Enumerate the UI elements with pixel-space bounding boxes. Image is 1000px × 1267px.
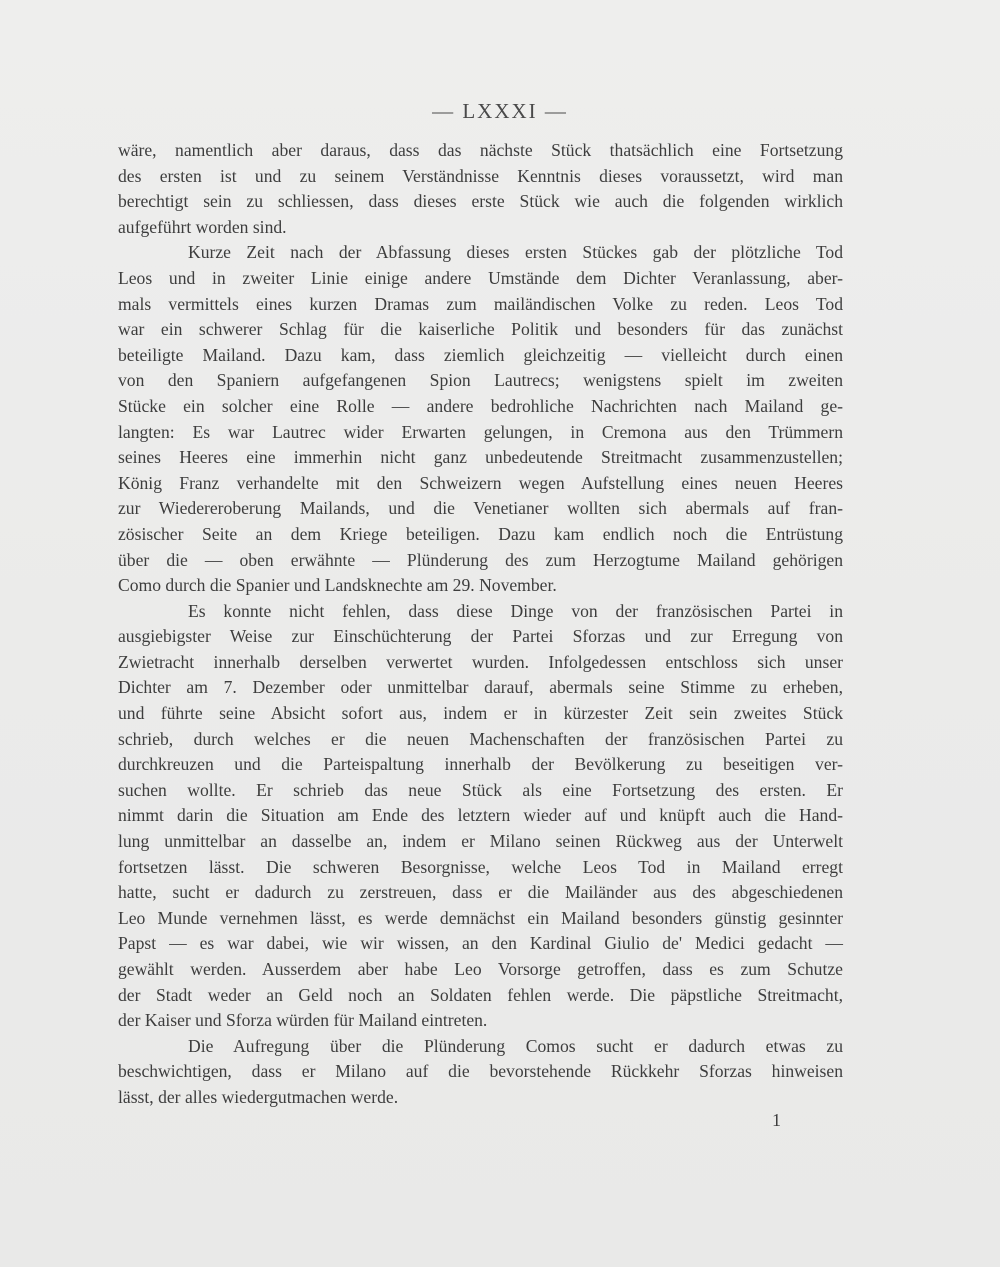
text-line: Stücke ein solcher eine Rolle — andere bedrohliche Nachrichten nach Mailand ge- [118,395,843,416]
text-line: beteiligte Mailand. Dazu kam, dass ziemlich gleichzeitig — vielleicht durch einen [118,344,843,365]
text-line: war ein schwerer Schlag für die kaiserliche Politik und besonders für das zunächst [118,319,843,340]
text-line: ausgiebigster Weise zur Einschüchterung der Partei Sforzas und zur Erregung von [118,626,843,647]
signature-mark: 1 [772,1110,781,1130]
text-line: Como durch die Spanier und Landsknechte am 29. November. [118,575,557,596]
text-line: durchkreuzen und die Parteispaltung innerhalb der Bevölkerung zu beseitigen ver- [118,754,843,775]
text-line: Zwietracht innerhalb derselben verwertet wurden. Infolgedessen entschloss sich unser [118,651,843,672]
text-line: seines Heeres eine immerhin nicht ganz unbedeutende Streitmacht zusammenzustellen; [118,447,843,468]
text-line: langten: Es war Lautrec wider Erwarten gelungen, in Cremona aus den Trümmern [118,421,843,442]
text-line: gewählt werden. Ausserdem aber habe Leo Vorsorge getroffen, dass es zum Schutze [118,959,843,979]
text-line: König Franz verhandelte mit den Schweizern wegen Aufstellung eines neuen Heeres [118,472,843,493]
text-line: von den Spaniern aufgefangenen Spion Lautrecs; wenigstens spielt im zweiten [118,370,843,391]
text-line: des ersten ist und zu seinem Verständnisse Kenntnis dieses voraussetzt, wird man [118,165,843,186]
text-line: suchen wollte. Er schrieb das neue Stück als eine Fortsetzung des ersten. Er [118,779,843,800]
text-line: berechtigt sein zu schliessen, dass dieses erste Stück wie auch die folgenden wirklich [118,191,843,212]
paragraph [118,138,843,240]
text-line: lung unmittelbar an dasselbe an, indem er Milano seinen Rückweg aus der Unterwelt [118,831,843,852]
text-line: nimmt darin die Situation am Ende des letztern wieder auf und knüpft auch die Hand- [118,805,843,826]
paragraph [118,240,843,598]
text-line: fortsetzen lässt. Die schweren Besorgnisse, welche Leos Tod in Mailand erregt [118,856,843,877]
text-line: Leos und in zweiter Linie einige andere Umstände dem Dichter Veranlassung, aber- [118,267,843,288]
text-line: aufgeführt worden sind. [118,216,287,237]
text-line: Papst — es war dabei, wie wir wissen, an den Kardinal Giulio de' Medici gedacht — [118,933,843,954]
text-line: über die — oben erwähnte — Plünderung des zum Herzogtume Mailand gehörigen [118,549,843,570]
text-line: beschwichtigen, dass er Milano auf die bevorstehende Rückkehr Sforzas hinweisen [118,1061,843,1082]
text-line: zur Wiedereroberung Mailands, und die Venetianer wollten sich abermals auf fran- [118,498,843,519]
paragraph [118,599,843,1034]
page-header: — LXXXI — [432,99,568,123]
text-line: hatte, sucht er dadurch zu zerstreuen, dass er die Mailänder aus des abgeschiedenen [118,882,843,903]
text-line: schrieb, durch welches er die neuen Machenschaften der französischen Partei zu [118,728,843,749]
text-line: Die Aufregung über die Plünderung Comos sucht er dadurch etwas zu [188,1035,843,1056]
body-text [118,138,843,1111]
text-line: Kurze Zeit nach der Abfassung dieses ersten Stückes gab der plötzliche Tod [188,242,843,263]
text-line: zösischer Seite an dem Kriege beteiligen. Dazu kam endlich noch die Entrüstung [118,523,843,544]
text-line: der Stadt weder an Geld noch an Soldaten fehlen werde. Die päpstliche Streitmacht, [118,984,843,1005]
text-line: mals vermittels eines kurzen Dramas zum mailändischen Volke zu reden. Leos Tod [118,293,843,314]
text-line: Dichter am 7. Dezember oder unmittelbar darauf, abermals seine Stimme zu erheben, [118,677,843,698]
text-line: wäre, namentlich aber daraus, dass das nächste Stück thatsächlich eine Fortsetzung [118,140,843,160]
text-line: der Kaiser und Sforza würden für Mailand eintreten. [118,1010,488,1031]
text-line: Leo Munde vernehmen lässt, es werde demnächst ein Mailand besonders günstig gesinnter [118,907,843,928]
paragraph [118,1034,843,1111]
text-line: lässt, der alles wiedergutmachen werde. [118,1086,399,1107]
text-line: Es konnte nicht fehlen, dass diese Dinge von der französischen Partei in [188,600,843,621]
text-line: und führte seine Absicht sofort aus, indem er in kürzester Zeit sein zweites Stück [118,703,843,724]
